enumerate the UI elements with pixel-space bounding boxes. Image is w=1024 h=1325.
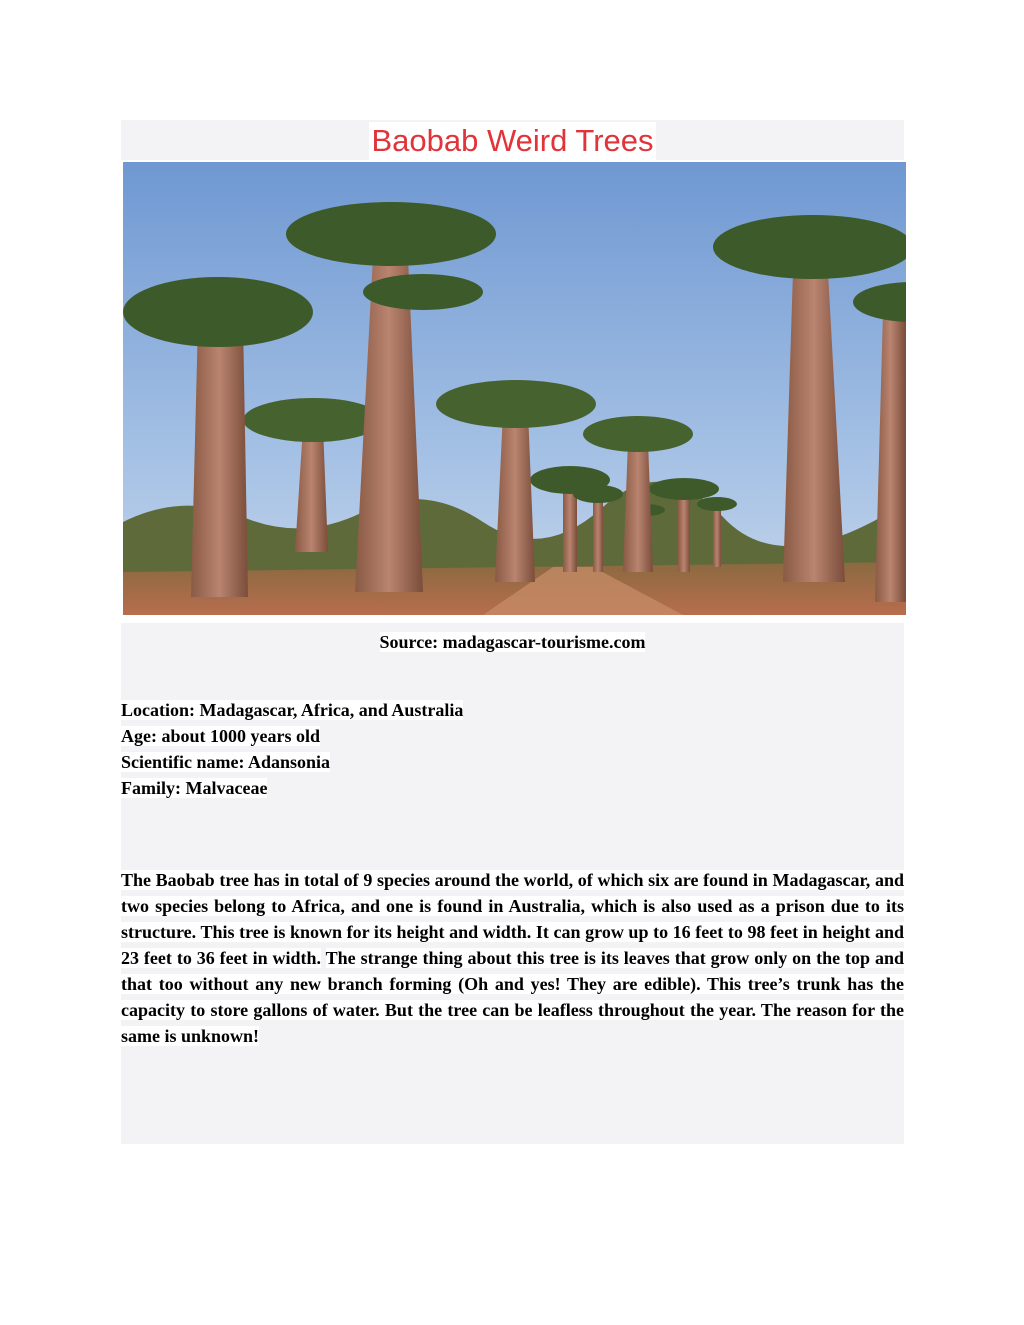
fact-scientific-name: Scientific name: Adansonia — [121, 752, 331, 772]
paragraph-1: The Baobab tree has in total of 9 species around the world, of which six are found in Madagascar, and two species belong to Africa, and one is found in Australia, which is also used as a prison due to its structure. This tree is known for its height and width. It can grow up to 16 feet to 98 feet in height and 23 feet to 36 feet in width. — [121, 870, 904, 968]
image-source-caption — [121, 629, 904, 655]
baobab-trees-photo — [123, 162, 906, 615]
fact-age: Age: about 1000 years old — [121, 726, 320, 746]
paragraph-2: The strange thing about this tree is its leaves that grow only on the top and that too without any new branch forming (Oh and yes! They are edible). This tree’s trunk has the capacity to store gallons of water. But the tree can be leafless throughout the year. The reason for the same is unknown! — [121, 948, 904, 1046]
page-title: Baobab Weird Trees — [371, 123, 654, 158]
content-block — [121, 623, 904, 1144]
facts-list — [121, 697, 463, 801]
photo-container — [123, 162, 906, 615]
fact-family: Family: Malvaceae — [121, 778, 268, 798]
fact-location: Location: Madagascar, Africa, and Australia — [121, 700, 464, 720]
source-text: Source: madagascar-tourisme.com — [379, 632, 646, 652]
title-block — [121, 120, 904, 160]
body-paragraph — [121, 867, 904, 1049]
